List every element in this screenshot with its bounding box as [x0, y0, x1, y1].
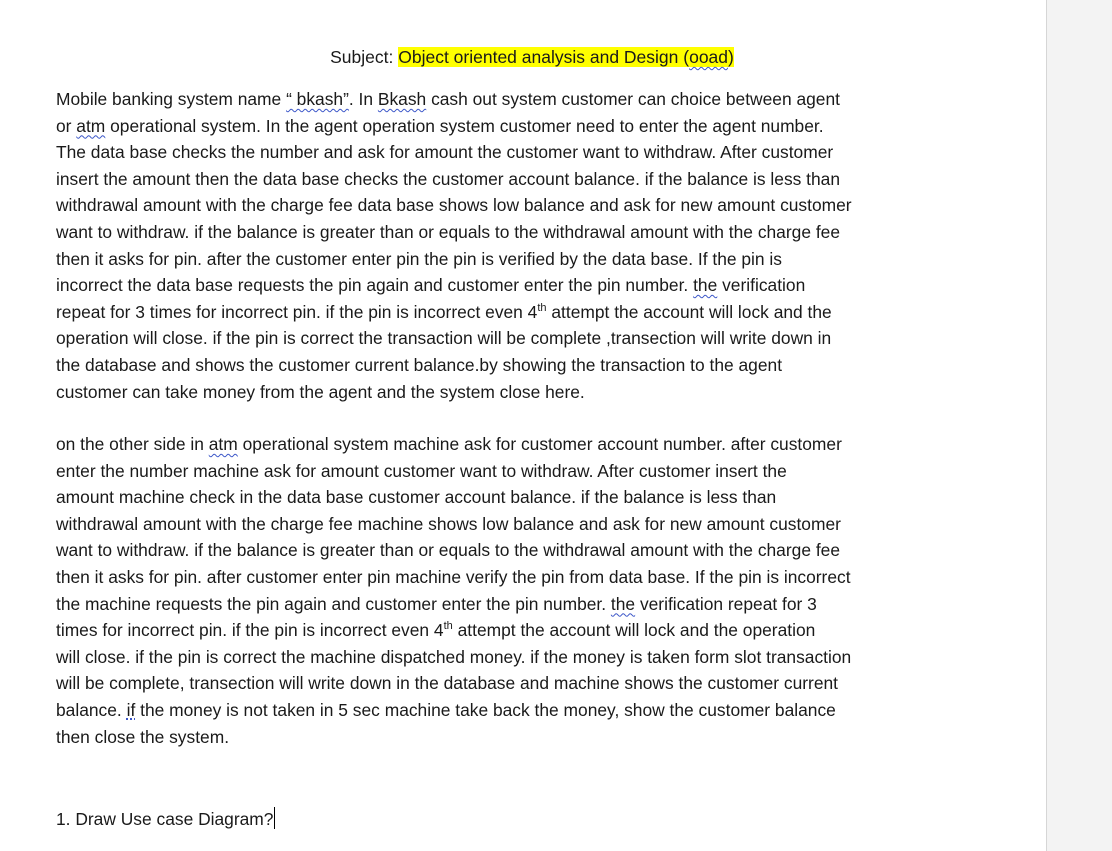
spelling-flag[interactable]: “ bkash” [286, 89, 349, 109]
subject-heading [0, 44, 1046, 70]
text-line: enter the number machine ask for amount customer want to withdraw. After customer insert the [56, 460, 787, 481]
text-line: amount machine check in the data base customer account balance. if the balance is less than [56, 487, 777, 508]
text-run: cash out system customer can choice between agent [426, 89, 840, 109]
text-run: operational system. In the agent operation system customer need to enter the agent number. [105, 115, 824, 136]
spelling-flag[interactable]: ooad [689, 47, 729, 67]
spelling-flag[interactable]: atm [208, 434, 238, 454]
spelling-flag[interactable]: atm [76, 115, 106, 136]
grammar-flag[interactable]: the [610, 593, 636, 614]
scroll-gutter[interactable] [1046, 0, 1112, 851]
text-line: then close the system. [56, 726, 230, 747]
text-line: operation will close. if the pin is correct the transaction will be complete ,transection will write down in [56, 328, 832, 349]
text-run: incorrect the data base requests the pin again and customer enter the pin number. [56, 275, 694, 296]
subject-highlighted-text [398, 47, 734, 67]
text-run: attempt the account will lock and the [546, 301, 832, 322]
paragraph-agent-operation [56, 86, 926, 405]
text-line: insert the amount then the data base checks the customer account balance. if the balance is less than [56, 168, 841, 189]
question-line[interactable] [56, 806, 275, 832]
text-line: withdrawal amount with the charge fee data base shows low balance and ask for new amount customer [56, 195, 852, 216]
text-line: want to withdraw. if the balance is greater than or equals to the withdrawal amount with the charge fee [56, 540, 840, 561]
text-line [56, 697, 926, 724]
text-line [56, 272, 926, 299]
text-run: the money is not taken in 5 sec machine take back the money, show the customer balance [135, 699, 836, 720]
grammar-flag[interactable]: if [126, 699, 136, 720]
text-cursor [274, 807, 275, 829]
text-line: will be complete, transection will write down in the database and machine shows the customer current [56, 673, 839, 694]
text-line [56, 591, 926, 618]
text-line: will close. if the pin is correct the machine dispatched money. if the money is taken form slot transaction [56, 646, 852, 667]
text-run: verification [717, 275, 806, 296]
text-run: or [56, 115, 77, 136]
text-line: the database and shows the customer current balance.by showing the transaction to the agent [56, 354, 783, 375]
text-run: times for incorrect pin. if the pin is incorrect even 4 [56, 620, 444, 641]
text-run: verification repeat for 3 [635, 593, 817, 614]
text-line: then it asks for pin. after customer enter pin machine verify the pin from data base. If the pin is incorrect [56, 566, 851, 587]
subject-title-part: ) [728, 47, 734, 67]
text-line [56, 86, 926, 113]
text-line: The data base checks the number and ask for amount the customer want to withdraw. After customer [56, 142, 834, 163]
text-run: the machine requests the pin again and customer enter the pin number. [56, 593, 611, 614]
subject-label: Subject: [330, 47, 399, 67]
text-line: withdrawal amount with the charge fee machine shows low balance and ask for new amount customer [56, 513, 841, 534]
text-run: Mobile banking system name [56, 89, 287, 109]
text-run: attempt the account will lock and the operation [452, 620, 816, 641]
text-line: then it asks for pin. after the customer enter pin the pin is verified by the data base. If the pin is [56, 248, 782, 269]
text-run: operational system machine ask for customer account number. after customer [237, 434, 842, 454]
text-run: balance. [56, 699, 127, 720]
text-run: on the other side in [56, 434, 209, 454]
grammar-flag[interactable]: the [693, 275, 718, 296]
text-line [56, 299, 926, 326]
text-line [56, 617, 926, 644]
superscript: th [443, 620, 453, 633]
text-line [56, 431, 926, 458]
text-run: repeat for 3 times for incorrect pin. if the pin is incorrect even 4 [56, 301, 538, 322]
text-run: . In [348, 89, 378, 109]
superscript: th [537, 301, 547, 314]
text-line: customer can take money from the agent and the system close here. [56, 381, 585, 402]
spelling-flag[interactable]: Bkash [377, 89, 427, 109]
text-line [56, 113, 926, 140]
paragraph-atm-operation [56, 431, 926, 750]
text-line: want to withdraw. if the balance is greater than or equals to the withdrawal amount with the charge fee [56, 221, 840, 242]
question-text: 1. Draw Use case Diagram? [56, 809, 274, 829]
subject-title-part: Object oriented analysis and Design ( [398, 47, 690, 67]
